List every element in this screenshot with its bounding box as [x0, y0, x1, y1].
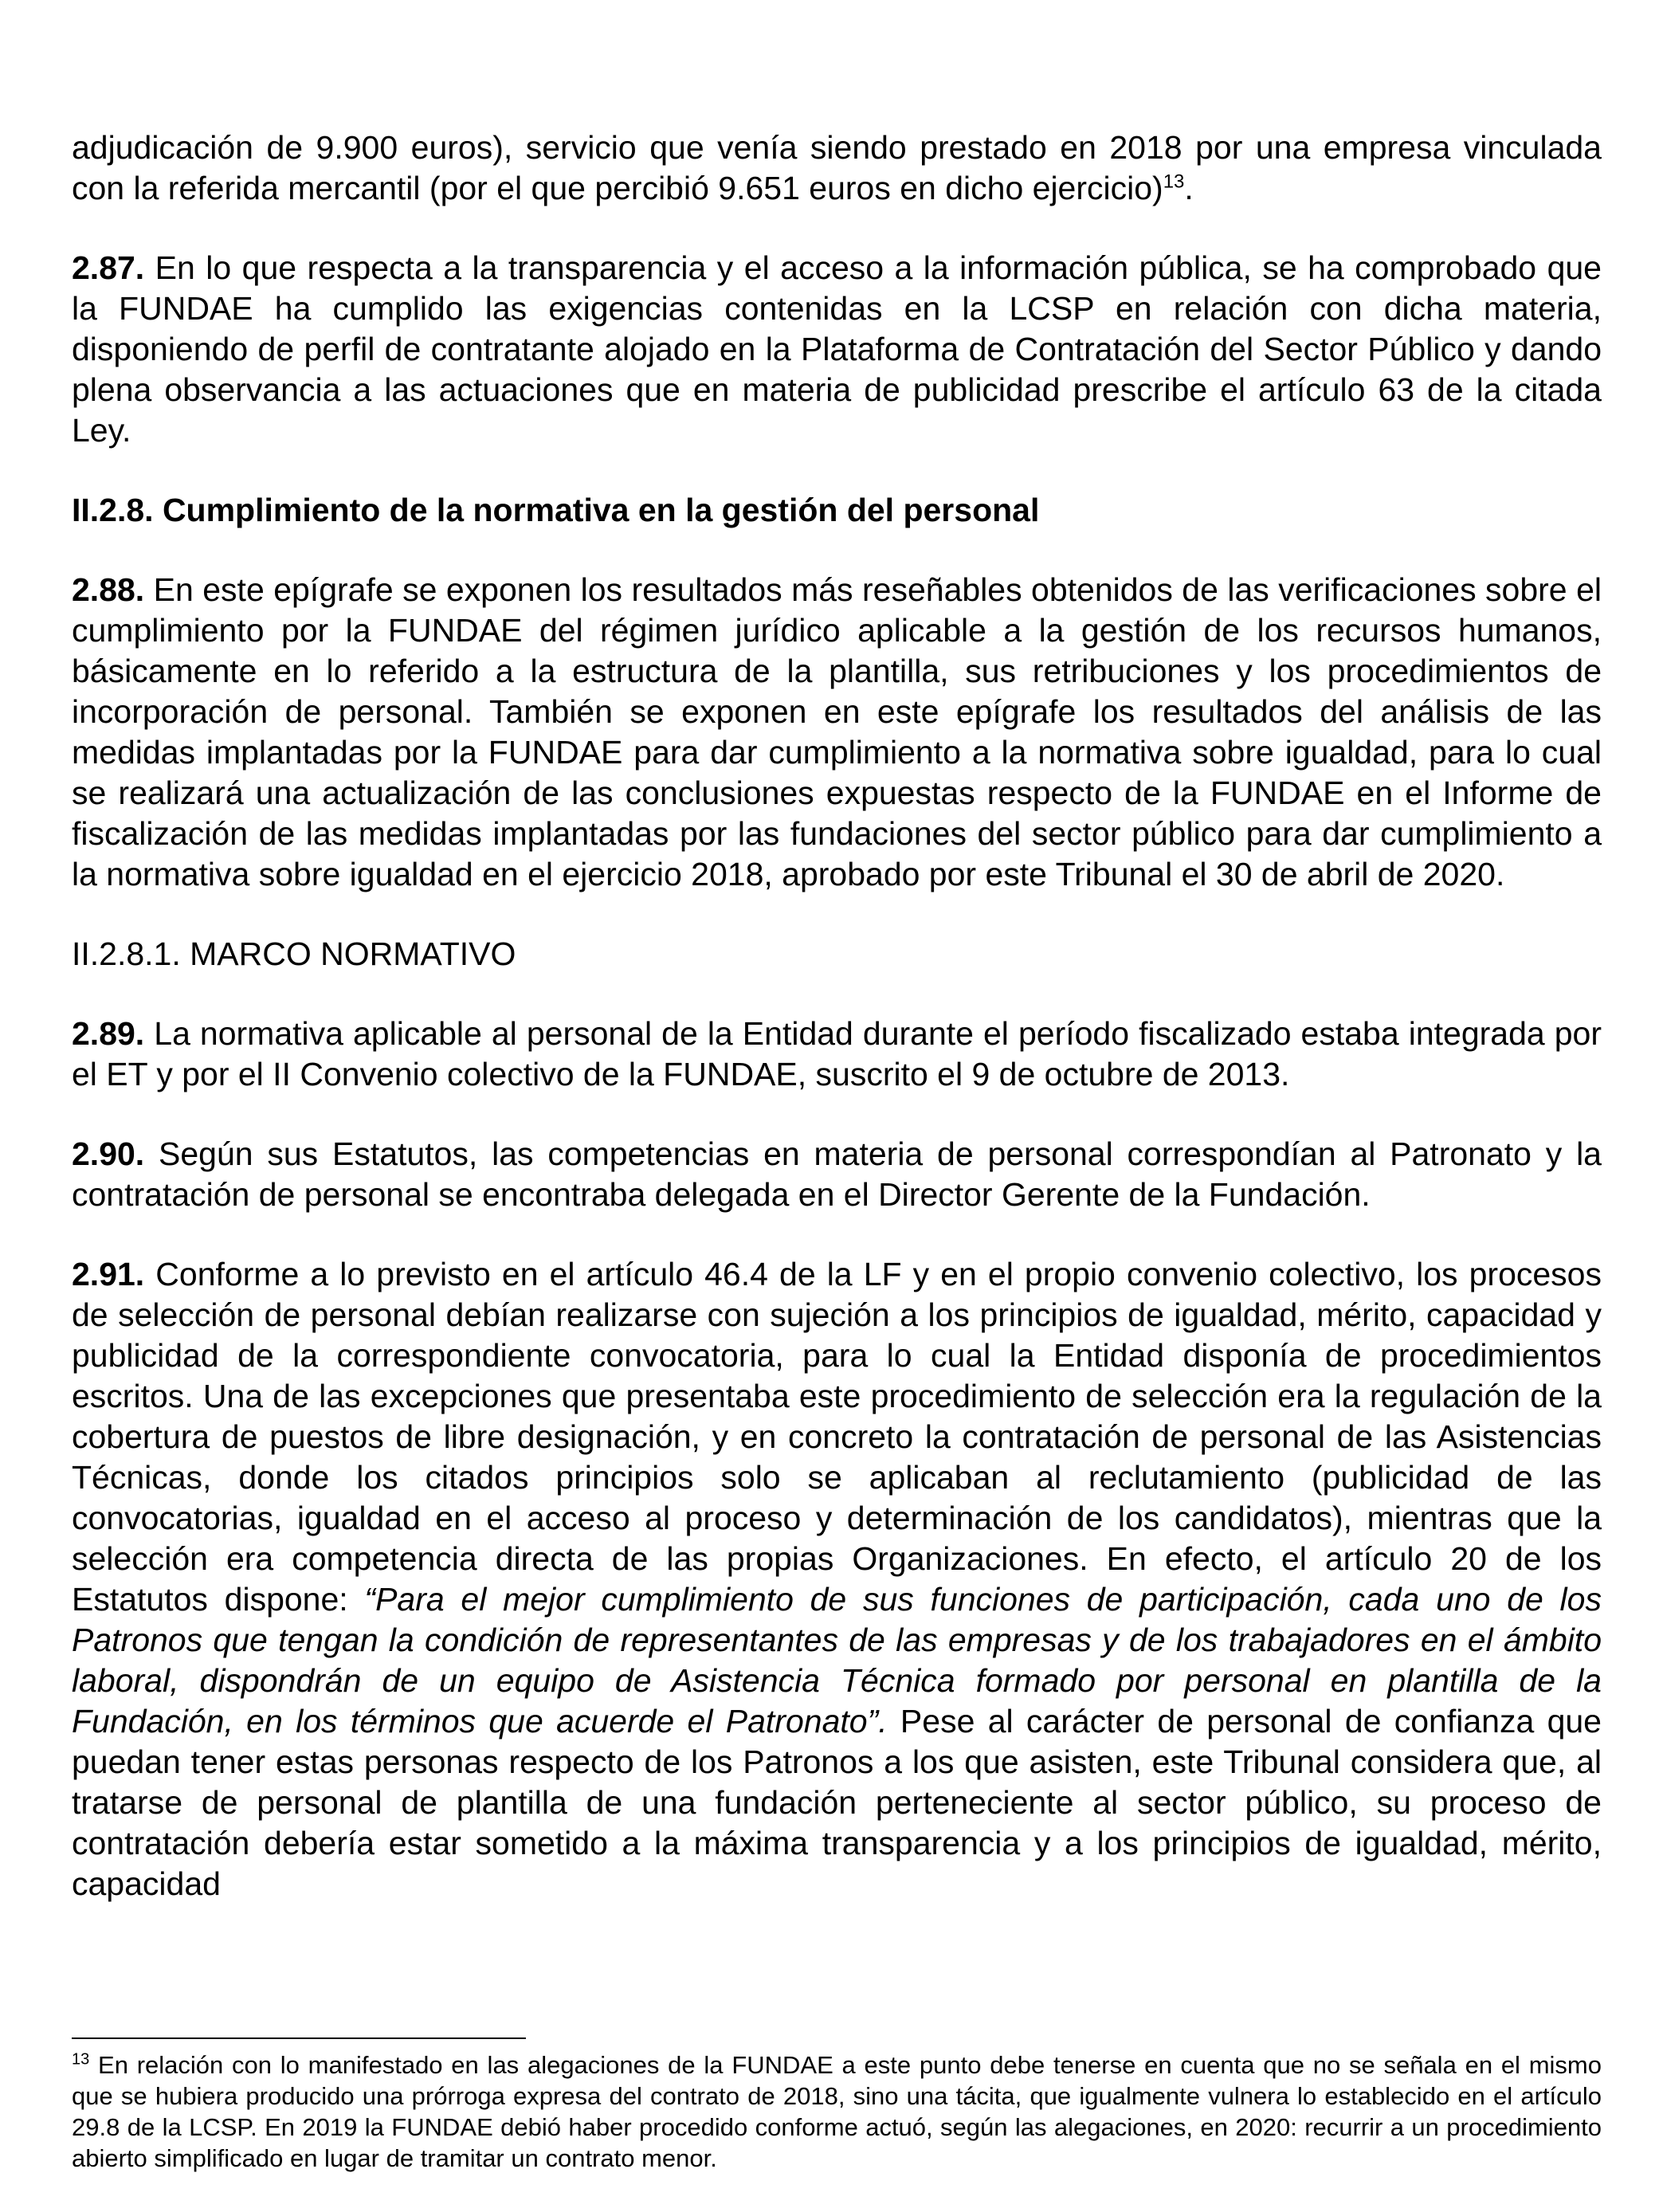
- paragraph-number: 2.90.: [72, 1135, 145, 1172]
- section-heading-ii-2-8: II.2.8. Cumplimiento de la normativa en la gestión del personal: [72, 492, 1040, 528]
- footnote-separator: [72, 2037, 526, 2039]
- paragraph-text: La normativa aplicable al personal de la Entidad durante el período fiscalizado estaba integrada por el ET y por el II Convenio colectivo de la FUNDAE, suscrito el 9 de octubre de 2013.: [72, 1015, 1602, 1092]
- statute-quote: “Para el mejor cumplimiento de sus funciones de participación, cada uno de los Patronos que tengan la condición de representantes de las empresas y de los trabajadores en el ámbito laboral, dispondrán de un equipo de Asistencia Técnica formado por personal en plantilla de la Fundación, en los términos que acuerde el Patronato”.: [72, 1581, 1602, 1739]
- paragraph-continuation-text: adjudicación de 9.900 euros), servicio que venía siendo prestado en 2018 por una empresa vinculada con la referida mercantil (por el que percibió 9.651 euros en dicho ejercicio): [72, 129, 1602, 206]
- paragraph-text: Según sus Estatutos, las competencias en materia de personal correspondían al Patronato y la contratación de personal se encontraba delegada en el Director Gerente de la Fundación.: [72, 1135, 1602, 1213]
- paragraph-2-91: [72, 1254, 1602, 1904]
- paragraph-text-before-quote: Conforme a lo previsto en el artículo 46.4 de la LF y en el propio convenio colectivo, los procesos de selección de personal debían realizarse con sujeción a los principios de igualdad, mérito, capacidad y publicidad de la correspondiente convocatoria, para lo cual la Entidad disponía de procedimientos escritos. Una de las excepciones que presentaba este procedimiento de selección era la regulación de la cobertura de puestos de libre designación, y en concreto la contratación de personal de las Asistencias Técnicas, donde los citados principios solo se aplicaban al reclutamiento (publicidad de las convocatorias, igualdad en el acceso al proceso y determinación de los candidatos), mientras que la selección era competencia directa de las propias Organizaciones. En efecto, el artículo 20 de los Estatutos dispone:: [72, 1256, 1602, 1618]
- paragraph-2-90: [72, 1134, 1602, 1215]
- paragraph-continuation: [72, 127, 1602, 209]
- paragraph-2-88: [72, 570, 1602, 895]
- paragraph-text-after-quote: Pese al carácter de personal de confianza que puedan tener estas personas respecto de los Patronos a los que asisten, este Tribunal considera que, al tratarse de personal de plantilla de una fundación perteneciente al sector público, su proceso de contratación debería estar sometido a la máxima transparencia y a los principios de igualdad, mérito, capacidad: [72, 1703, 1602, 1902]
- paragraph-number: 2.89.: [72, 1015, 145, 1052]
- subsection-heading-ii-2-8-1: II.2.8.1. MARCO NORMATIVO: [72, 935, 516, 972]
- paragraph-2-87: [72, 248, 1602, 451]
- paragraph-number: 2.87.: [72, 249, 145, 286]
- footnote-text: En relación con lo manifestado en las alegaciones de la FUNDAE a este punto debe tenerse en cuenta que no se señala en el mismo que se hubiera producido una prórroga expresa del contrato de 2018, sino una tácita, que igualmente vulnera lo establecido en el artículo 29.8 de la LCSP. En 2019 la FUNDAE debió haber procedido conforme actuó, según las alegaciones, en 2020: recurrir a un procedimiento abierto simplificado en lugar de tramitar un contrato menor.: [72, 2051, 1602, 2172]
- paragraph-text: En lo que respecta a la transparencia y el acceso a la información pública, se ha comprobado que la FUNDAE ha cumplido las exigencias contenidas en la LCSP en relación con dicha materia, disponiendo de perfil de contratante alojado en la Plataforma de Contratación del Sector Público y dando plena observancia a las actuaciones que en materia de publicidad prescribe el artículo 63 de la citada Ley.: [72, 249, 1602, 449]
- footnote: [72, 2049, 1602, 2174]
- paragraph-2-89: [72, 1014, 1602, 1095]
- paragraph-number: 2.91.: [72, 1256, 145, 1292]
- paragraph-number: 2.88.: [72, 571, 145, 608]
- paragraph-continuation-tail: .: [1184, 170, 1194, 206]
- footnote-reference[interactable]: 13: [1163, 171, 1185, 193]
- paragraph-text: En este epígrafe se exponen los resultados más reseñables obtenidos de las verificaciones sobre el cumplimiento por la FUNDAE del régimen jurídico aplicable a la gestión de los recursos humanos, básicamente en lo referido a la estructura de la plantilla, sus retribuciones y los procedimientos de incorporación de personal. También se exponen en este epígrafe los resultados del análisis de las medidas implantadas por la FUNDAE para dar cumplimiento a la normativa sobre igualdad, para lo cual se realizará una actualización de las conclusiones expuestas respecto de la FUNDAE en el Informe de fiscalización de las medidas implantadas por las fundaciones del sector público para dar cumplimiento a la normativa sobre igualdad en el ejercicio 2018, aprobado por este Tribunal el 30 de abril de 2020.: [72, 571, 1602, 892]
- page-body: [72, 127, 1602, 1943]
- footnote-number: 13: [72, 2050, 90, 2069]
